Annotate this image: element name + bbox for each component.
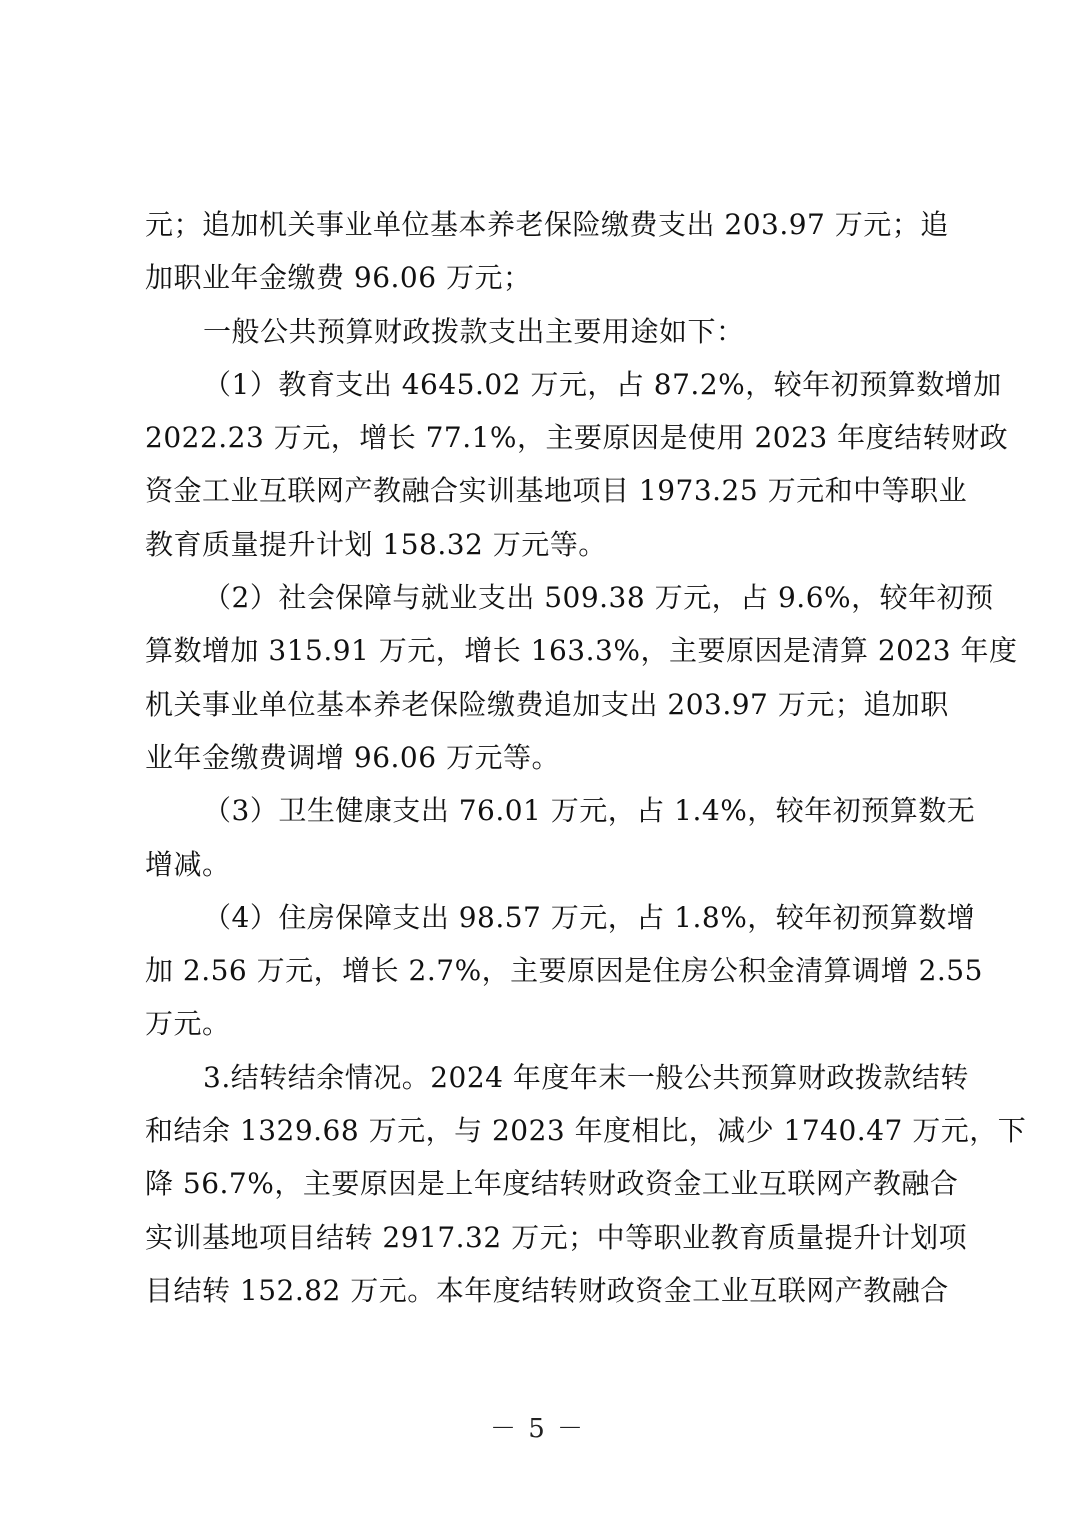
- text-line: 教育质量提升计划 158.32 万元等。: [145, 527, 607, 561]
- page-number: － 5 －: [489, 1414, 586, 1444]
- text-line: 元；追加机关事业单位基本养老保险缴费支出 203.97 万元；追: [145, 208, 949, 241]
- text-line: 目结转 152.82 万元。本年度结转财政资金工业互联网产教融合: [145, 1273, 949, 1307]
- text-line: （3）卫生健康支出 76.01 万元，占 1.4%，较年初预算数无: [203, 794, 976, 828]
- text-line: （2）社会保障与就业支出 509.38 万元，占 9.6%，较年初预: [203, 581, 994, 615]
- text-line: 3.结转结余情况。2024 年度年末一般公共预算财政拨款结转: [203, 1060, 969, 1094]
- text-line: 资金工业互联网产教融合实训基地项目 1973.25 万元和中等职业: [145, 474, 968, 508]
- text-line: 实训基地项目结转 2917.32 万元；中等职业教育质量提升计划项: [145, 1220, 968, 1254]
- text-line: 业年金缴费调增 96.06 万元等。: [145, 740, 560, 774]
- text-line: （1）教育支出 4645.02 万元，占 87.2%，较年初预算数增加: [203, 367, 1002, 401]
- paragraph-heading: 一般公共预算财政拨款支出主要用途如下：: [203, 314, 745, 348]
- text-line: 和结余 1329.68 万元，与 2023 年度相比，减少 1740.47 万元，下: [145, 1114, 1027, 1148]
- text-line: 增减。: [145, 847, 231, 881]
- text-line: 降 56.7%，主要原因是上年度结转财政资金工业互联网产教融合: [145, 1167, 959, 1201]
- text-line: 2022.23 万元，增长 77.1%，主要原因是使用 2023 年度结转财政: [145, 421, 1009, 455]
- text-line: 万元。: [145, 1007, 231, 1041]
- text-line: 机关事业单位基本养老保险缴费追加支出 203.97 万元；追加职: [145, 687, 949, 721]
- text-line: 加 2.56 万元，增长 2.7%，主要原因是住房公积金清算调增 2.55: [145, 954, 983, 988]
- text-line: （4）住房保障支出 98.57 万元，占 1.8%，较年初预算数增: [203, 900, 976, 934]
- body-text: [145, 198, 1027, 1317]
- text-line: 加职业年金缴费 96.06 万元；: [145, 261, 532, 295]
- text-line: 算数增加 315.91 万元，增长 163.3%，主要原因是清算 2023 年度: [145, 634, 1018, 668]
